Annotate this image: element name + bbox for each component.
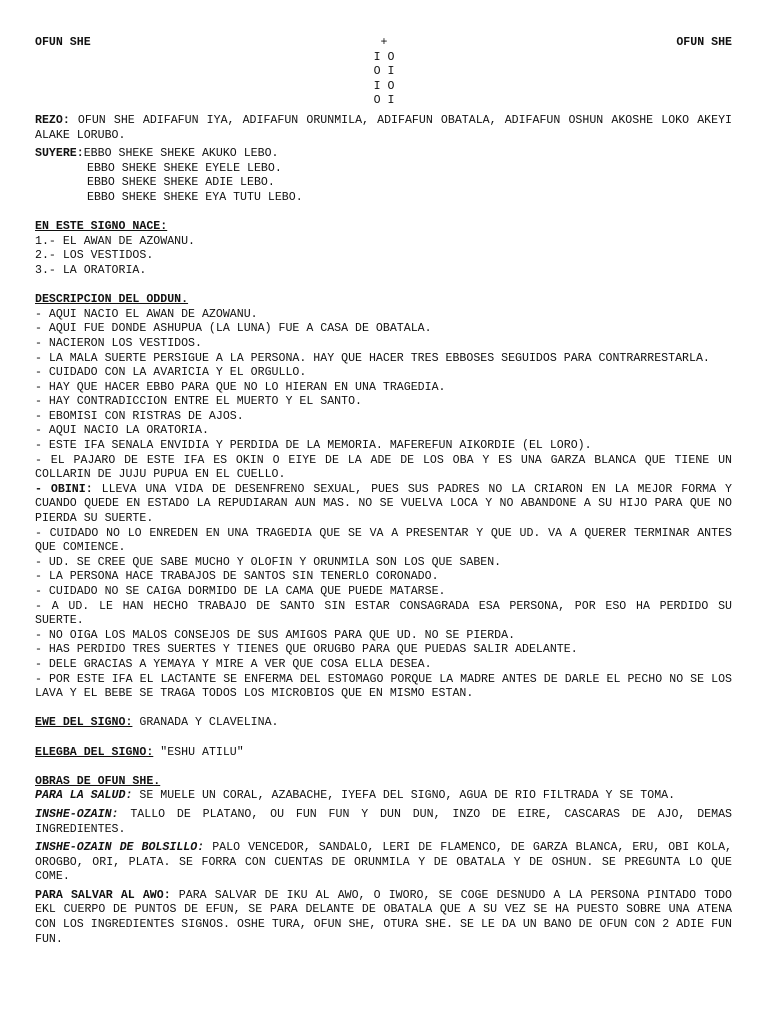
page-header [35, 36, 732, 114]
sign-line: O I [373, 65, 395, 79]
sign-line: O I [373, 94, 395, 108]
list-item: - NACIERON LOS VESTIDOS. [35, 336, 202, 350]
elegba-line [35, 746, 732, 761]
rezo-text: OFUN SHE ADIFAFUN IYA, ADIFAFUN ORUNMILA, ADIFAFUN OBATALA, ADIFAFUN OSHUN AKOSHE LOKO AKEYI ALAKE LORUBO. [35, 114, 732, 142]
awo-paragraph [35, 889, 732, 947]
list-item: - EL PAJARO DE ESTE IFA ES OKIN O EIYE DE LA ADE DE LOS OBA Y ES UNA GARZA BLANCA QUE TIENE UN COLLARIN DE JUJU PUPUA EN EL CUELLO. [35, 453, 732, 482]
rezo-label: REZO: [35, 114, 70, 127]
list-item: - CUIDADO NO SE CAIGA DORMIDO DE LA CAMA QUE PUEDE MATARSE. [35, 585, 446, 598]
ewe-line [35, 716, 732, 731]
document-page [35, 36, 732, 947]
list-item: 2.- LOS VESTIDOS. [35, 249, 154, 263]
list-item: - AQUI FUE DONDE ASHUPUA (LA LUNA) FUE A CASA DE OBATALA. [35, 322, 432, 336]
list-item: 1.- EL AWAN DE AZOWANU. [35, 234, 196, 248]
suyere-line: EBBO SHEKE SHEKE EYELE LEBO. [87, 161, 282, 175]
suyere-block [35, 147, 732, 205]
list-item: - A UD. LE HAN HECHO TRABAJO DE SANTO SIN ESTAR CONSAGRADA ESA PERSONA, POR ESO HA PERDIDO SU SUERTE. [35, 599, 732, 628]
obras-title: OBRAS DE OFUN SHE. [35, 774, 161, 788]
descripcion-title: DESCRIPCION DEL ODDUN. [35, 293, 189, 307]
list-item: - AQUI NACIO EL AWAN DE AZOWANU. [35, 307, 258, 321]
obini-label: - OBINI: [35, 482, 93, 496]
salud-text: SE MUELE UN CORAL, AZABACHE, IYEFA DEL SIGNO, AGUA DE RIO FILTRADA Y SE TOMA. [132, 789, 676, 803]
odu-sign-figure [368, 36, 400, 109]
header-left-title: OFUN SHE [35, 36, 91, 49]
suyere-line: EBBO SHEKE SHEKE EYA TUTU LEBO. [87, 190, 303, 204]
bolsillo-paragraph [35, 841, 732, 885]
obras-section [35, 775, 732, 948]
list-item: - UD. SE CREE QUE SABE MUCHO Y OLOFIN Y ORUNMILA SON LOS QUE SABEN. [35, 555, 502, 569]
header-right-title: OFUN SHE [676, 36, 732, 49]
list-item: - DELE GRACIAS A YEMAYA Y MIRE A VER QUE COSA ELLA DESEA. [35, 657, 432, 671]
list-item: 3.- LA ORATORIA. [35, 263, 147, 277]
list-item: - HAY QUE HACER EBBO PARA QUE NO LO HIERAN EN UNA TRAGEDIA. [35, 380, 446, 394]
rezo-paragraph [35, 114, 732, 143]
bolsillo-label: INSHE-OZAIN DE BOLSILLO: [35, 841, 205, 855]
inshe-ozain-text: TALLO DE PLATANO, OU FUN FUN Y DUN DUN, INZO DE EIRE, CASCARAS DE AJO, DEMAS INGREDIENTES. [35, 807, 732, 836]
sign-line: I O [373, 79, 395, 93]
awo-text: PARA SALVAR DE IKU AL AWO, O IWORO, SE COGE DESNUDO A LA PERSONA PINTADO TODO EKL CUERPO DE PUNTOS DE EFUN, SE PARA DELANTE DE OBATALA QUE A SU VEZ SE HA PUESTO SOBRE UNA ATENA CON LOS INGREDIENTES SIGNOS. OSHE TURA, OFUN SHE, OTURA SHE. SE LE DA UN BANO DE OFUN CON 2 ADIE FUN FUN. [35, 888, 732, 946]
list-item: - LA MALA SUERTE PERSIGUE A LA PERSONA. HAY QUE HACER TRES EBBOSES SEGUIDOS PARA CONTRARRESTARLA. [35, 351, 710, 365]
sign-line: + [380, 36, 388, 49]
descripcion-section [35, 293, 732, 702]
suyere-line: EBBO SHEKE SHEKE AKUKO LEBO. [83, 147, 279, 161]
salud-paragraph [35, 789, 732, 804]
list-item: - HAS PERDIDO TRES SUERTES Y TIENES QUE ORUGBO PARA QUE PUEDAS SALIR ADELANTE. [35, 643, 578, 657]
salud-label: PARA LA SALUD: [35, 789, 133, 803]
list-item: - CUIDADO NO LO ENREDEN EN UNA TRAGEDIA QUE SE VA A PRESENTAR Y QUE UD. VA A QUERER TERMINAR ANTES QUE COMIENCE. [35, 526, 732, 555]
list-item: - CUIDADO CON LA AVARICIA Y EL ORGULLO. [35, 366, 307, 380]
bolsillo-text: PALO VENCEDOR, SANDALO, LERI DE FLAMENCO, DE GARZA BLANCA, ERU, OBI KOLA, OROGBO, ORI, PLATA. SE FORRA CON CUENTAS DE ORUNMILA Y DE OBATALA Y DE OSHUN. SE PREGUNTA LO QUE COME. [35, 841, 732, 884]
list-item: - ESTE IFA SENALA ENVIDIA Y PERDIDA DE LA MEMORIA. MAFEREFUN AIKORDIE (EL LORO). [35, 439, 592, 453]
inshe-ozain-label: INSHE-OZAIN: [35, 807, 119, 821]
list-item: - NO OIGA LOS MALOS CONSEJOS DE SUS AMIGOS PARA QUE UD. NO SE PIERDA. [35, 628, 516, 642]
elegba-text: "ESHU ATILU" [153, 745, 244, 759]
list-item: - EBOMISI CON RISTRAS DE AJOS. [35, 409, 244, 423]
elegba-label: ELEGBA DEL SIGNO: [35, 745, 154, 759]
inshe-ozain-paragraph [35, 808, 732, 837]
nace-title: EN ESTE SIGNO NACE: [35, 220, 168, 234]
sign-line: I O [373, 50, 395, 64]
ewe-text: GRANADA Y CLAVELINA. [132, 716, 279, 730]
obini-text: LLEVA UNA VIDA DE DESENFRENO SEXUAL, PUES SUS PADRES NO LA CRIARON EN LA MEJOR FORMA Y CUANDO QUEDE EN ESTADO LA REPUDIARAN AUN MAS. NO SE VUELVA LOCA Y NO ABANDONE A SU HIJO PARA QUE NO PIERDA SU SUERTE. [35, 482, 732, 526]
obini-item [35, 483, 732, 527]
awo-label: PARA SALVAR AL AWO: [35, 888, 171, 902]
ewe-label: EWE DEL SIGNO: [35, 716, 133, 730]
list-item: - LA PERSONA HACE TRABAJOS DE SANTOS SIN TENERLO CORONADO. [35, 570, 439, 584]
nace-section [35, 220, 732, 278]
list-item: - HAY CONTRADICCION ENTRE EL MUERTO Y EL SANTO. [35, 395, 362, 409]
list-item: - POR ESTE IFA EL LACTANTE SE ENFERMA DEL ESTOMAGO PORQUE LA MADRE ANTES DE DARLE EL PECHO NO SE LOS LAVA Y EL BEBE SE TRAGA TODOS LOS MICROBIOS QUE EN MISMO ESTAN. [35, 672, 732, 701]
suyere-label: SUYERE: [35, 147, 84, 161]
suyere-line: EBBO SHEKE SHEKE ADIE LEBO. [87, 176, 275, 190]
list-item: - AQUI NACIO LA ORATORIA. [35, 424, 209, 438]
